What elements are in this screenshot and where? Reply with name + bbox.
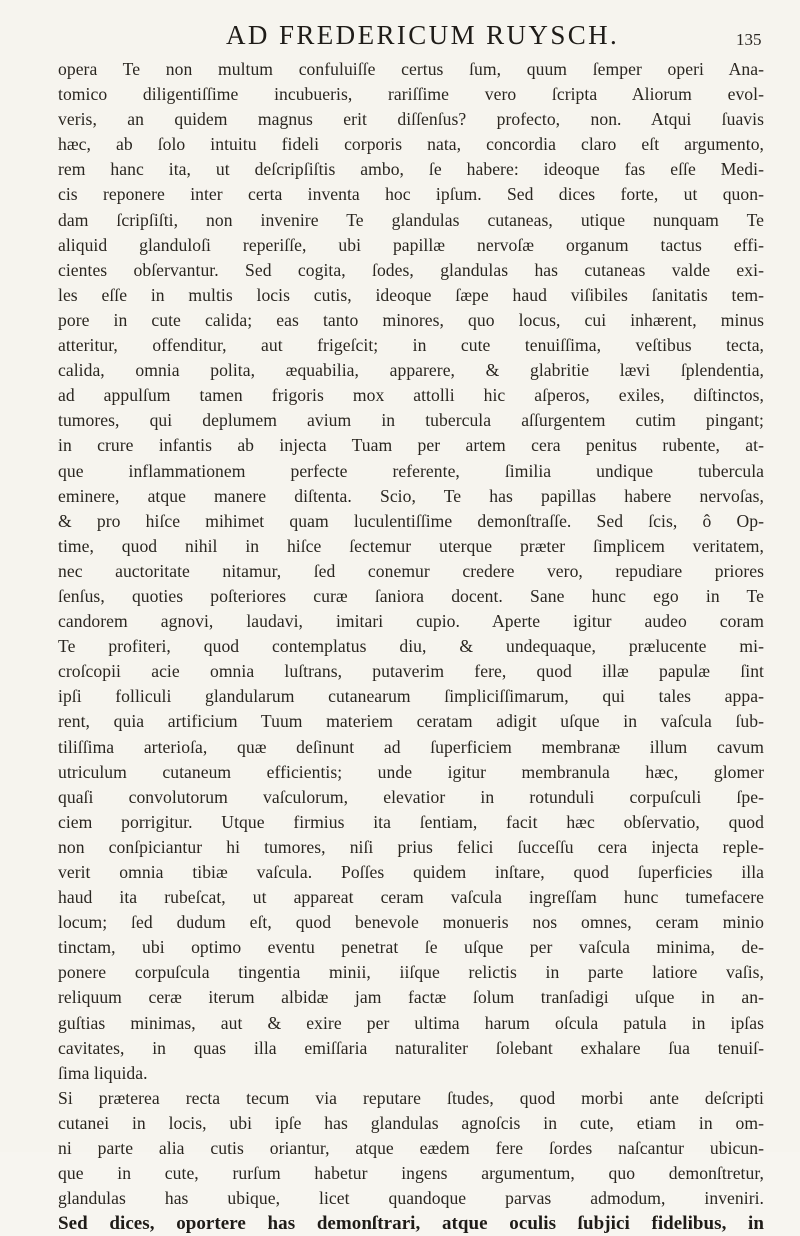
text-line: les eſſe in multis locis cutis, ideoque ſæpe haud viſibiles ſanitatis tem- xyxy=(58,284,764,305)
text-line: & pro hiſce mihimet quam luculentiſſime demonſtraſſe. Sed ſcis, ô Op- xyxy=(58,510,764,531)
text-line: glandulas has ubique, licet quandoque parvas admodum, inveniri. xyxy=(58,1188,764,1209)
text-line: Si præterea recta tecum via reputare ſtudes, quod morbi ante deſcripti xyxy=(58,1087,764,1108)
text-line: ſenſus, quoties poſteriores curæ ſaniora docent. Sane hunc ego in Te xyxy=(58,585,764,606)
text-line: eminere, atque manere diſtenta. Scio, Te has papillas habere nervoſas, xyxy=(58,485,764,506)
text-line: haud ita rubeſcat, ut appareat ceram vaſcula ingreſſam hunc tumefacere xyxy=(58,887,764,908)
text-line: tumores, qui deplumem avium in tubercula aſſurgentem cutim pingant; xyxy=(58,410,764,431)
text-line: quaſi convolutorum vaſculorum, elevatior in rotunduli corpuſculi ſpe- xyxy=(58,786,764,807)
running-head-title: AD FREDERICUM RUYSCH. xyxy=(226,20,620,50)
text-line: cavitates, in quas illa emiſſaria naturaliter ſolebant exhalare ſua tenuiſ- xyxy=(58,1037,764,1058)
text-line: verit omnia tibiæ vaſcula. Poſſes quidem inſtare, quod ſuperficies illa xyxy=(58,862,764,882)
running-head xyxy=(0,20,800,52)
text-line: reliquum ceræ iterum albidæ jam factæ ſolum tranſadigi uſque in an- xyxy=(58,987,764,1008)
text-line: que inflammationem perfecte referente, ſimilia undique tubercula xyxy=(58,460,764,481)
text-line: time, quod nihil in hiſce ſectemur uterque præter ſimplicem veritatem, xyxy=(58,535,764,556)
text-line: candorem agnovi, laudavi, imitari cupio. Aperte igitur audeo coram xyxy=(58,611,764,632)
text-line: cutanei in locis, ubi ipſe has glandulas agnoſcis in cute, etiam in om- xyxy=(58,1112,764,1133)
text-line: cis reponere inter certa inventa hoc ipſum. Sed dices forte, ut quon- xyxy=(58,184,764,205)
text-line: in crure infantis ab injecta Tuam per artem cera penitus rubente, at- xyxy=(58,435,764,456)
text-line: ad appulſum tamen frigoris mox attolli hic aſperos, exiles, diſtinctos, xyxy=(58,385,764,406)
text-line: calida, omnia polita, æquabilia, apparere, & glabritie lævi ſplendentia, xyxy=(58,360,764,381)
text-line: aliquid glanduloſi reperiſſe, ubi papillæ nervoſæ organum tactus effi- xyxy=(58,234,764,255)
text-line: ſima liquida. xyxy=(58,1062,148,1083)
text-line: veris, an quidem magnus erit diſſenſus? profecto, non. Atqui ſuavis xyxy=(58,109,764,130)
text-line: ni parte alia cutis oriantur, atque eædem fere ſordes naſcantur ubicun- xyxy=(58,1138,764,1159)
text-line: ipſi folliculi glandularum cutanearum ſimpliciſſimarum, qui tales appa- xyxy=(58,686,764,707)
text-line: rem hanc ita, ut deſcripſiſtis ambo, ſe habere: ideoque fas eſſe Medi- xyxy=(58,159,764,180)
text-line: ciem porrigitur. Utque firmius ita ſentiam, facit hæc obſervatio, quod xyxy=(58,811,764,832)
text-line: cientes obſervantur. Sed cogita, ſodes, glandulas has cutaneas valde exi- xyxy=(58,259,764,280)
text-line: pore in cute calida; eas tanto minores, quo locus, cui inhærent, minus xyxy=(58,309,764,330)
text-line: croſcopii acie omnia luſtrans, putaverim fere, quod illæ papulæ ſint xyxy=(58,661,764,682)
text-line: guſtias minimas, aut & exire per ultima harum oſcula patula in ipſas xyxy=(58,1012,764,1033)
page-number: 135 xyxy=(736,30,762,49)
text-line: Te profiteri, quod contemplatus diu, & undequaque, prælucente mi- xyxy=(58,636,764,657)
text-line: rent, quia artificium Tuum materiem ceratam adigit uſque in vaſcula ſub- xyxy=(58,711,764,732)
text-line: non conſpiciantur hi tumores, niſi prius felici ſucceſſu cera injecta reple- xyxy=(58,836,764,857)
text-line: tinctam, ubi optimo eventu penetrat ſe uſque per vaſcula minima, de- xyxy=(58,937,764,958)
text-line: ponere corpuſcula tingentia minii, iiſque relictis in parte latiore vaſis, xyxy=(58,962,764,983)
text-line: tiliſſima arterioſa, quæ deſinunt ad ſuperficiem membranæ illum cavum xyxy=(58,736,764,757)
body-text xyxy=(58,57,764,1236)
text-line: opera Te non multum confuluiſſe certus ſum, quum ſemper operi Ana- xyxy=(58,59,764,79)
text-line: atteritur, offenditur, aut frigeſcit; in cute tenuiſſima, veſtibus tecta, xyxy=(58,335,764,356)
text-line: dam ſcripſiſti, non invenire Te glandulas cutaneas, utique nunquam Te xyxy=(58,209,764,230)
text-line: locum; ſed dudum eſt, quod benevole monueris nos omnes, ceram minio xyxy=(58,912,764,933)
text-line: hæc, ab ſolo intuitu fideli corporis nata, concordia claro eſt argumento, xyxy=(58,134,764,155)
text-line: nec auctoritate nitamur, ſed conemur credere vero, repudiare priores xyxy=(58,560,764,581)
text-line: Sed dices, oportere has demonſtrari, atque oculis ſubjici fidelibus, in xyxy=(58,1213,764,1235)
text-line: que in cute, rurſum habetur ingens argumentum, quo demonſtretur, xyxy=(58,1163,764,1184)
text-line: tomico diligentiſſime incubueris, rariſſime vero ſcripta Aliorum evol- xyxy=(58,84,764,105)
text-line: utriculum cutaneum efficientis; unde igitur membranula hæc, glomer xyxy=(58,761,764,782)
